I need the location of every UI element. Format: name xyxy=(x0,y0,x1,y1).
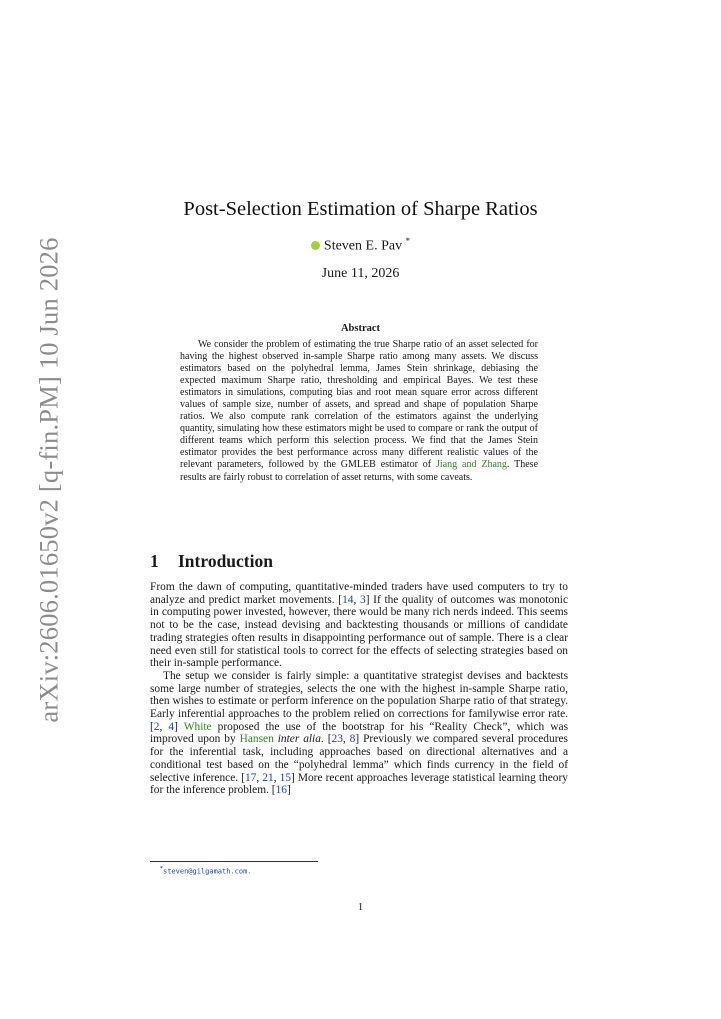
text-run: From the dawn of computing, quantitative-minded traders have used computers to try to analyze and predict market movements. [ xyxy=(150,581,568,606)
author-email-link[interactable]: steven@gilgamath.com. xyxy=(163,867,252,876)
white-author-link[interactable]: White xyxy=(183,720,212,733)
arxiv-side-stamp[interactable]: arXiv:2606.01650v2 [q-fin.PM] 10 Jun 2026 xyxy=(33,237,64,723)
abstract-heading: Abstract xyxy=(340,323,381,334)
body-text xyxy=(150,581,568,797)
jiang-zhang-link[interactable]: Jiang and Zhang xyxy=(436,459,507,471)
text-run: ] xyxy=(286,784,291,797)
citation-link[interactable]: 3 xyxy=(360,593,366,606)
text-run: proposed the use of the bootstrap for his “Reality Check”, which was improved upon by xyxy=(150,720,568,746)
citation-link[interactable]: 21 xyxy=(262,771,274,784)
footnote xyxy=(160,866,252,875)
citation-link[interactable]: 2 xyxy=(153,720,160,733)
text-run: ] xyxy=(174,720,184,733)
citation-link[interactable]: 15 xyxy=(279,771,291,784)
author-footnote-marker[interactable]: * xyxy=(405,236,411,246)
section-heading xyxy=(150,551,273,572)
citation-link[interactable]: 23 xyxy=(331,733,343,746)
text-run: . [ xyxy=(320,733,332,746)
text-run: , xyxy=(159,720,169,733)
paper-date: June 11, 2026 xyxy=(321,266,400,281)
abstract-text xyxy=(180,339,538,484)
paragraph-2 xyxy=(150,670,568,797)
abstract-text-part: We consider the problem of estimating the true Sharpe ratio of an asset selected for having the highest observed in-sample Sharpe ratio among many assets. We discuss estimators based on the polyhedral lemma, James Stein shrinkage, debiasing the expected maximum Sharpe ratio, thresholding and empirical Bayes. We test these estimators in simulations, computing bias and root mean square error across different values of sample size, number of assets, and spread and shape of population Sharpe ratios. We also compute rank correlation of the estimators against the underlying quantity, simulating how these estimators might be used to compare or rank the output of different teams which perform this selection process. We find that the James Stein estimator provides the best performance across many different realistic values of the relevant parameters, followed by the GMLEB estimator of xyxy=(180,339,538,471)
abstract-text-part: . These results are fairly robust to correlation of asset returns, with some caveats. xyxy=(180,459,539,483)
orcid-icon[interactable] xyxy=(311,241,320,250)
emphasis-text: inter alia xyxy=(277,733,321,746)
citation-link[interactable]: 14 xyxy=(342,593,354,606)
page-number: 1 xyxy=(357,901,364,913)
paper-title: Post-Selection Estimation of Sharpe Ratios xyxy=(183,198,538,220)
citation-link[interactable]: 8 xyxy=(349,733,356,746)
text-run: ] Previously we compared several procedures for the inferential task, including approaches based on directional alternatives and a conditional test based on the “polyhedral lemma” which finds currency in the field of selective inference. [ xyxy=(150,733,568,784)
text-run: , xyxy=(342,733,350,746)
citation-link[interactable]: 4 xyxy=(168,720,175,733)
footnote-rule xyxy=(150,861,318,862)
footnote-marker: * xyxy=(160,866,163,872)
citation-link[interactable]: 17 xyxy=(244,771,257,784)
text-run: ] More recent approaches leverage statistical learning theory for the inference problem. [ xyxy=(150,771,568,797)
author-line xyxy=(0,236,721,255)
author-name: Steven E. Pav xyxy=(323,238,403,254)
text-run: The setup we consider is fairly simple: a quantitative strategist devises and backtests some large number of strategies, selects the one with the highest in-sample Sharpe ratio, then wishes to estimate or perform inference on the population Sharpe ratio of that strategy. Early inferential approaches to the problem relied on corrections for familywise error rate. [ xyxy=(150,669,568,733)
paragraph-1 xyxy=(150,581,568,670)
text-run: ] If the quality of outcomes was monotonic in computing power invested, however, there would be many rich nerds indeed. This seems not to be the case, instead devising and backtesting thousands or millions of candidate trading strategies often results in disappointing performance out of sample. There is a clear need even still for statistical tools to correct for the effects of selecting strategies based on their in-sample performance. xyxy=(150,593,569,670)
text-run: , xyxy=(273,771,280,784)
section-number: 1 xyxy=(150,551,159,571)
hansen-author-link[interactable]: Hansen xyxy=(239,733,274,746)
text-run: , xyxy=(353,593,360,606)
text-run: , xyxy=(256,771,263,784)
section-title: Introduction xyxy=(178,551,273,571)
citation-link[interactable]: 16 xyxy=(275,784,287,797)
